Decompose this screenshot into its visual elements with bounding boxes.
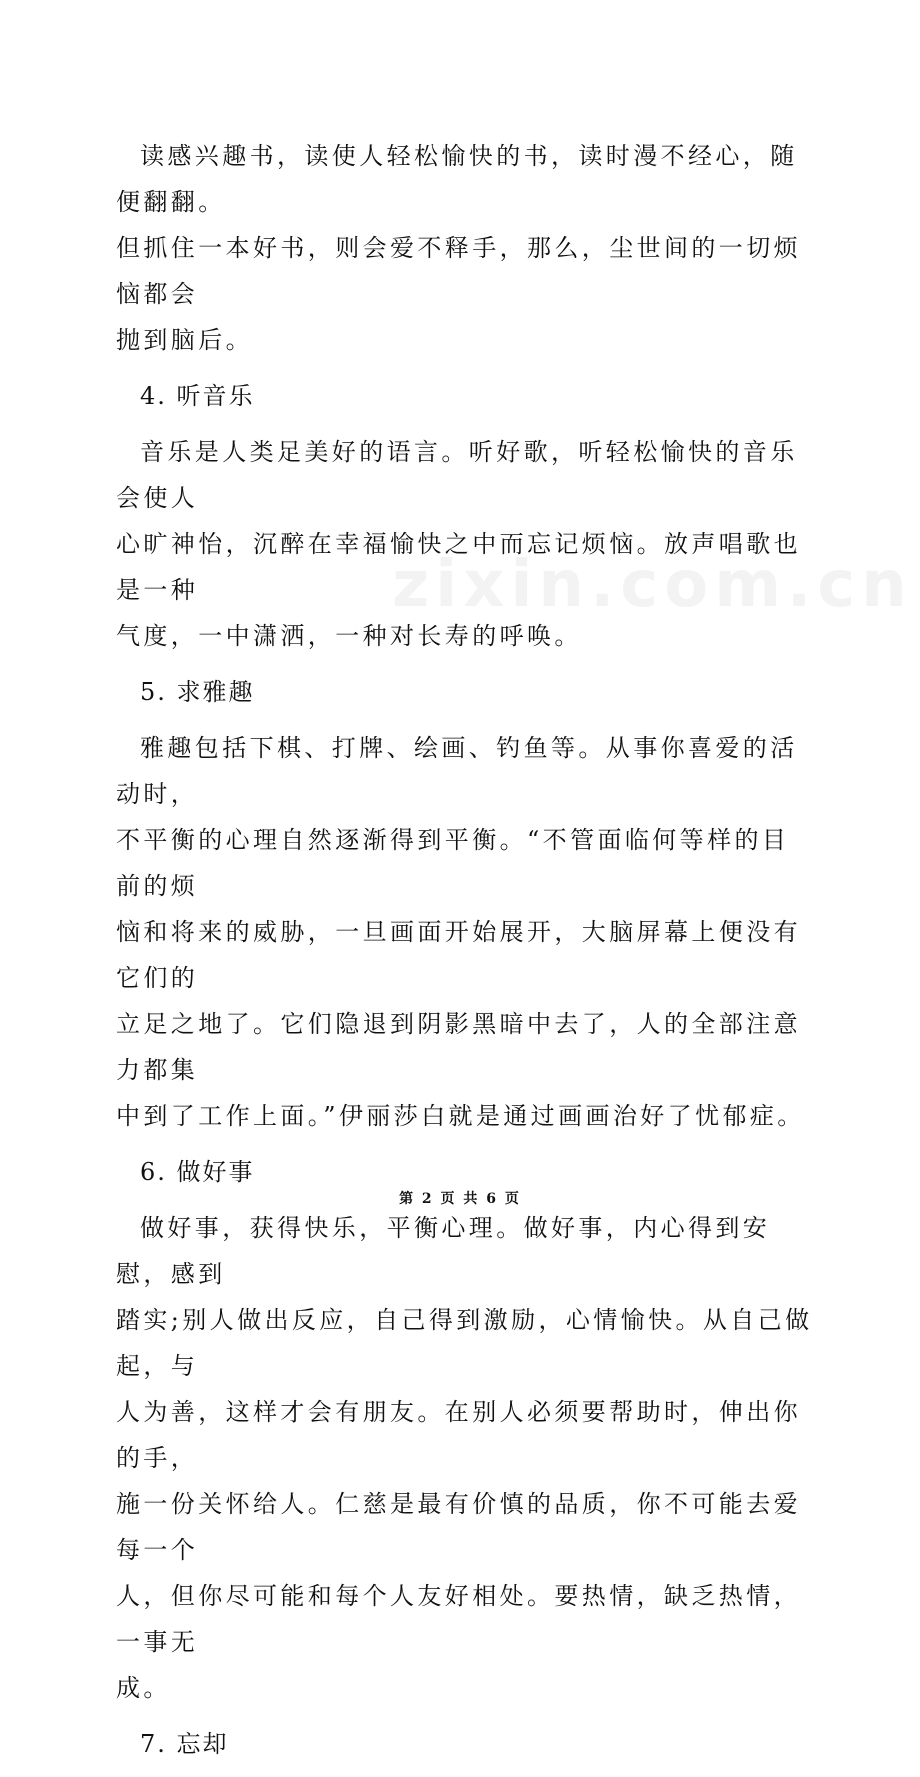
paragraph-line: 雅趣包括下棋、打牌、绘画、钓鱼等。从事你喜爱的活动时， xyxy=(116,734,798,808)
paragraph-line: 人，但你尽可能和每个人友好相处。要热情，缺乏热情，一事无 xyxy=(116,1582,801,1656)
watermark: zixin.com.cn xyxy=(392,548,913,622)
paragraph-line: 中到了工作上面。”伊丽莎白就是通过画画治好了忧郁症。 xyxy=(116,1102,805,1130)
paragraph-line: 音乐是人类足美好的语言。听好歌，听轻松愉快的音乐会使人 xyxy=(116,438,798,512)
paragraph-line: 不平衡的心理自然逐渐得到平衡。“不管面临何等样的目前的烦 xyxy=(116,826,790,900)
document-body xyxy=(116,133,816,1777)
section-heading: 4. 听音乐 xyxy=(140,382,255,410)
page-footer: 第 2 页 共 6 页 xyxy=(399,1191,521,1207)
paragraph-line: 抛到脑后。 xyxy=(116,326,253,354)
section-heading: 6. 做好事 xyxy=(140,1158,255,1186)
section-heading: 7. 忘却 xyxy=(140,1730,229,1758)
paragraph-line: 气度，一中潇洒，一种对长寿的呼唤。 xyxy=(116,622,582,650)
paragraph-line: 但抓住一本好书，则会爱不释手，那么，尘世间的一切烦恼都会 xyxy=(116,234,801,308)
paragraph-line: 踏实;别人做出反应，自己得到激励，心情愉快。从自己做起，与 xyxy=(116,1306,813,1380)
paragraph-line: 立足之地了。它们隐退到阴影黑暗中去了，人的全部注意力都集 xyxy=(116,1010,801,1084)
paragraph-line: 读感兴趣书，读使人轻松愉快的书，读时漫不经心，随便翻翻。 xyxy=(116,142,798,216)
paragraph xyxy=(116,725,816,1139)
paragraph-line: 心旷神怡，沉醉在幸福愉快之中而忘记烦恼。放声唱歌也是一种 xyxy=(116,530,801,604)
paragraph xyxy=(116,133,816,363)
paragraph-line: 人为善，这样才会有朋友。在别人必须要帮助时，伸出你的手， xyxy=(116,1398,801,1472)
paragraph-line: 施一份关怀给人。仁慈是最有价慎的品质，你不可能去爱每一个 xyxy=(116,1490,801,1564)
paragraph-line: 成。 xyxy=(116,1674,171,1702)
paragraph-line: 恼和将来的威胁，一旦画面开始展开，大脑屏幕上便没有它们的 xyxy=(116,918,801,992)
paragraph xyxy=(116,1205,816,1711)
paragraph xyxy=(116,429,816,659)
section-heading: 5. 求雅趣 xyxy=(140,678,255,706)
paragraph-line: 做好事，获得快乐，平衡心理。做好事，内心得到安慰，感到 xyxy=(116,1214,771,1288)
